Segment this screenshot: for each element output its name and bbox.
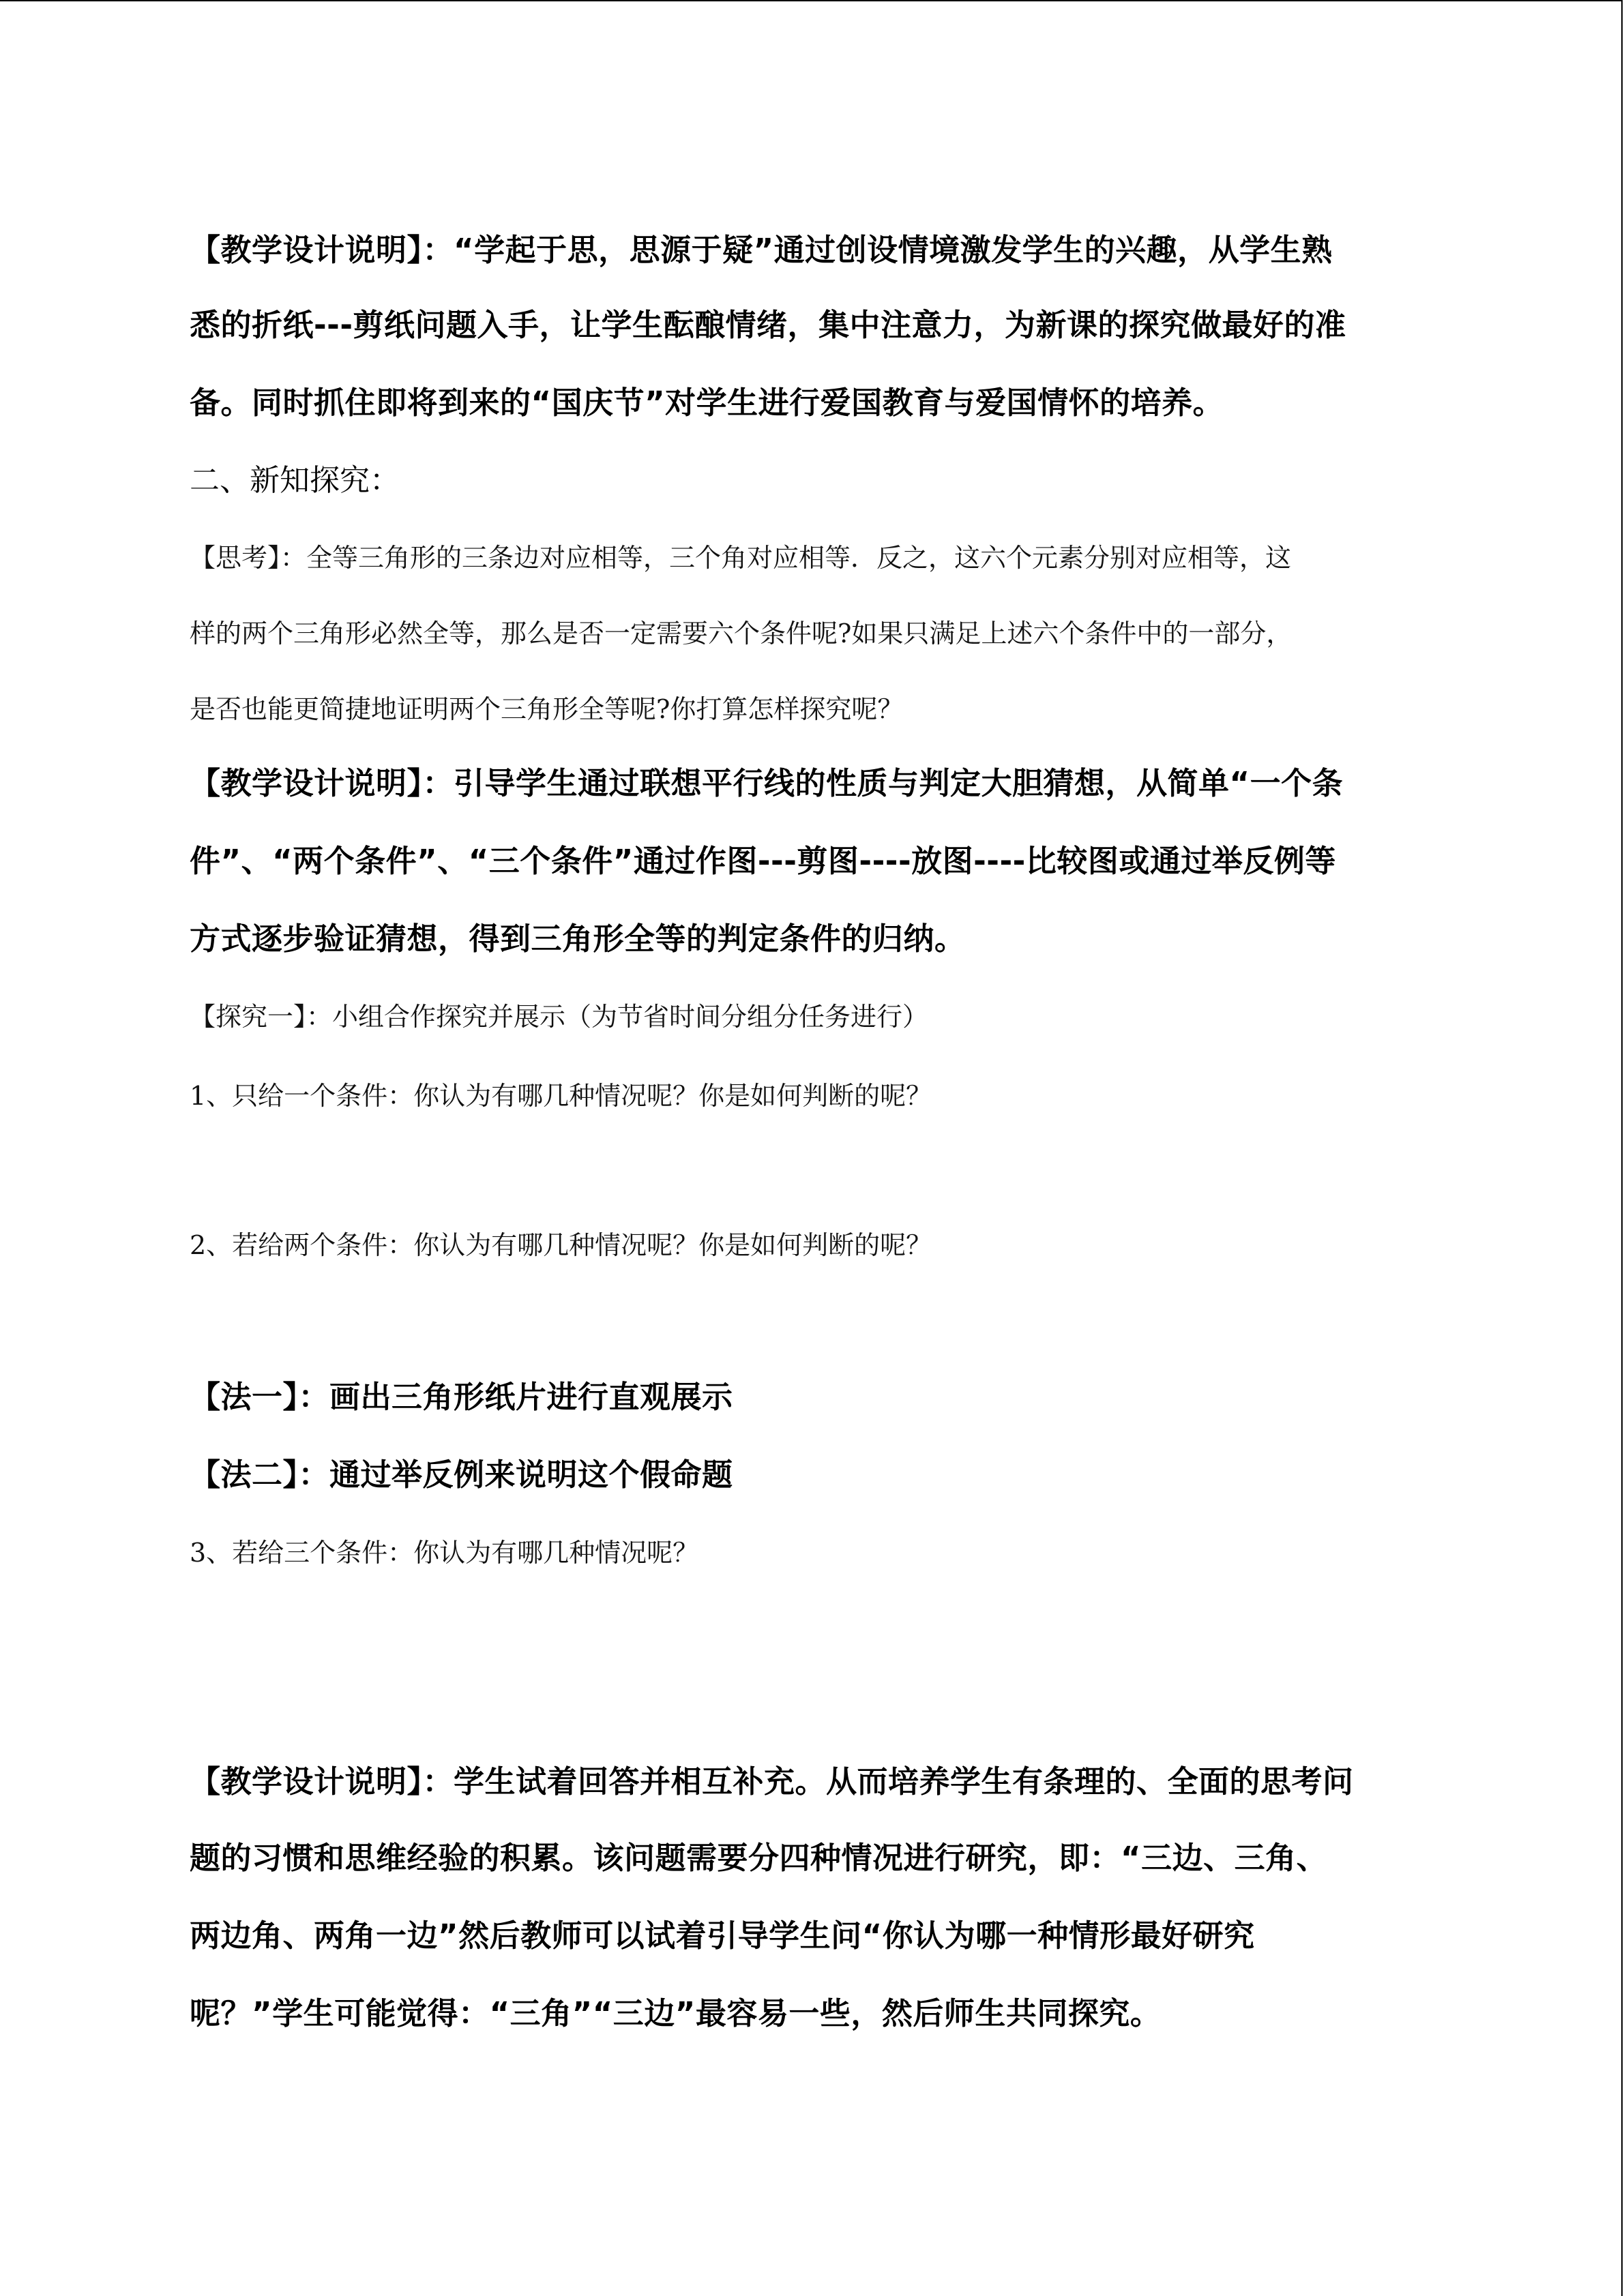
explore-1 bbox=[190, 996, 928, 1033]
design-note-3-label: 【教学设计说明】 bbox=[190, 1763, 423, 1800]
think-line-3: 是否也能更简捷地证明两个三角形全等呢?你打算怎样探究呢？ bbox=[190, 694, 904, 724]
explore-1-text: ：小组合作探究并展示（为节省时间分组分任务进行） bbox=[306, 1002, 929, 1032]
design-note-1-label: 【教学设计说明】 bbox=[190, 232, 423, 268]
think-line-2: 样的两个三角形必然全等，那么是否一定需要六个条件呢?如果只满足上述六个条件中的一部分， bbox=[190, 618, 1293, 648]
method-2-text: ：通过举反例来说明这个假命题 bbox=[298, 1457, 733, 1493]
method-2-label: 【法二】 bbox=[190, 1457, 299, 1493]
design-note-1-line-3: 备。同时抓住即将到来的“国庆节”对学生进行爱国教育与爱国情怀的培养。 bbox=[190, 385, 1224, 421]
explore-1-label: 【探究一】 bbox=[190, 1002, 307, 1032]
design-note-2-label: 【教学设计说明】 bbox=[190, 765, 423, 801]
question-3: 3、若给三个条件：你认为有哪几种情况呢？ bbox=[190, 1538, 699, 1568]
design-note-2-text-1: ：引导学生通过联想平行线的性质与判定大胆猜想，从简单“一个条 bbox=[422, 765, 1344, 801]
design-note-2-line-3: 方式逐步验证猜想，得到三角形全等的判定条件的归纳。 bbox=[190, 921, 966, 957]
design-note-1-text-1: ：“学起于思，思源于疑”通过创设情境激发学生的兴趣，从学生熟 bbox=[422, 232, 1333, 268]
method-1-label: 【法一】 bbox=[190, 1379, 299, 1415]
question-1: 1、只给一个条件：你认为有哪几种情况呢？你是如何判断的呢？ bbox=[190, 1081, 932, 1111]
design-note-3-text-1: ：学生试着回答并相互补充。从而培养学生有条理的、全面的思考问 bbox=[422, 1763, 1354, 1800]
think-text-1: ：全等三角形的三条边对应相等，三个角对应相等．反之，这六个元素分别对应相等，这 bbox=[280, 543, 1292, 573]
design-note-3-line-1 bbox=[190, 1757, 1354, 1801]
design-note-3-line-4: 呢？”学生可能觉得：“三角”“三边”最容易一些，然后师生共同探究。 bbox=[190, 1995, 1162, 2031]
think-line-1 bbox=[190, 537, 1291, 574]
section-heading-new-knowledge: 二、新知探究： bbox=[190, 463, 400, 498]
design-note-2-line-2: 件”、“两个条件”、“三个条件”通过作图---剪图----放图----比较图或通过举反例等 bbox=[190, 843, 1336, 879]
method-1 bbox=[190, 1372, 733, 1416]
think-label: 【思考】 bbox=[190, 543, 281, 573]
design-note-1-line-2: 悉的折纸---剪纸问题入手，让学生酝酿情绪，集中注意力，为新课的探究做最好的准 bbox=[190, 307, 1346, 343]
question-2: 2、若给两个条件：你认为有哪几种情况呢？你是如何判断的呢？ bbox=[190, 1230, 932, 1260]
design-note-2-line-1 bbox=[190, 758, 1343, 803]
design-note-3-line-2: 题的习惯和思维经验的积累。该问题需要分四种情况进行研究，即：“三边、三角、 bbox=[190, 1840, 1328, 1876]
design-note-1-line-1 bbox=[190, 225, 1333, 269]
design-note-3-line-3: 两边角、两角一边”然后教师可以试着引导学生问“你认为哪一种情形最好研究 bbox=[190, 1918, 1255, 1954]
method-2 bbox=[190, 1450, 733, 1494]
method-1-text: ：画出三角形纸片进行直观展示 bbox=[298, 1379, 733, 1415]
